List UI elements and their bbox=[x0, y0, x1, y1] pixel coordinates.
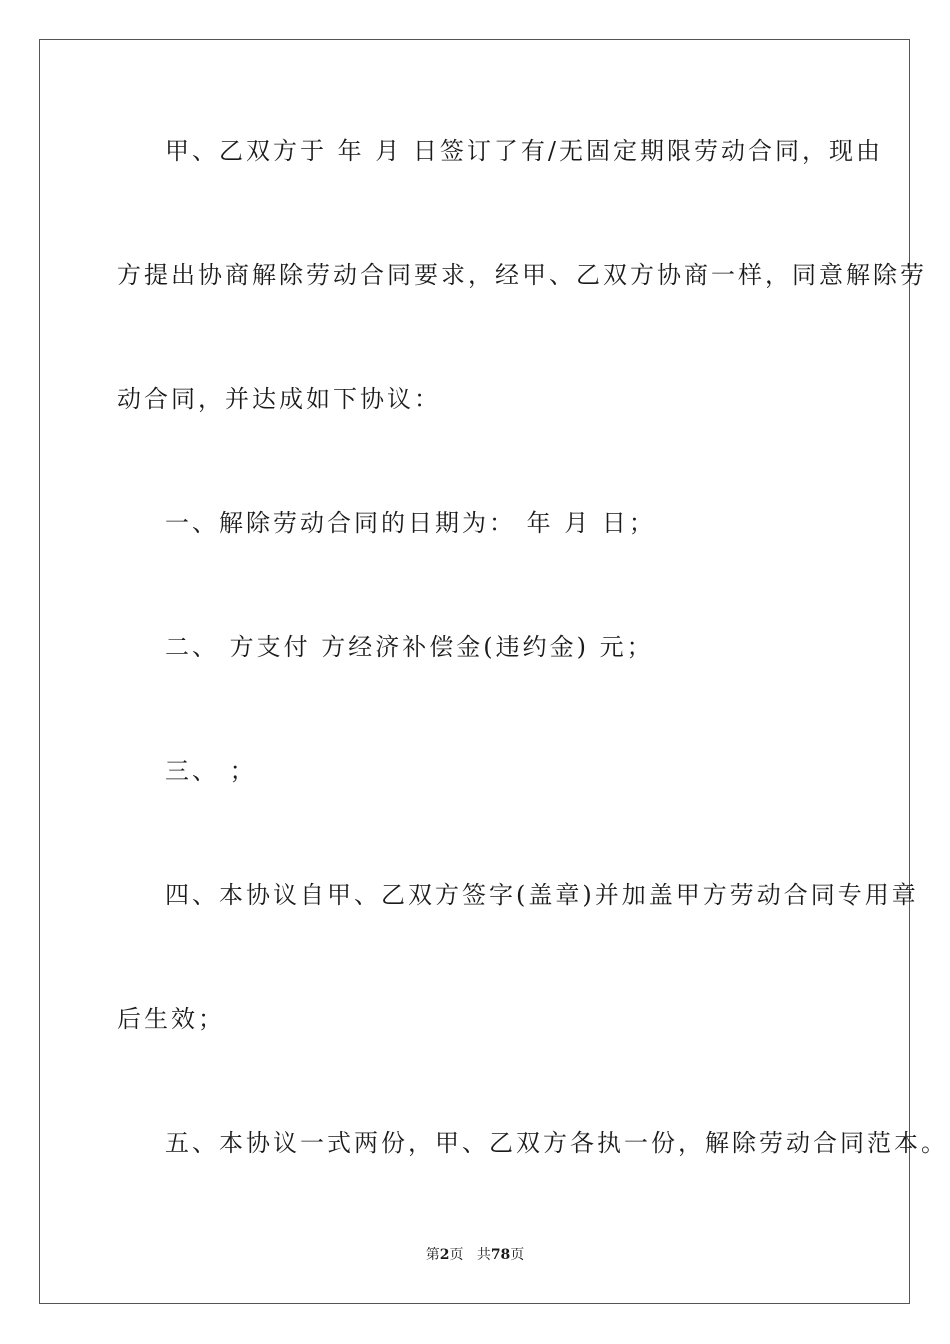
paragraph-intro-line-2: 方提出协商解除劳动合同要求，经甲、乙双方协商一样，同意解除劳 bbox=[117, 261, 927, 289]
total-pages: 78 bbox=[490, 1247, 511, 1263]
page-prefix: 第 bbox=[425, 1247, 440, 1263]
total-suffix: 页 bbox=[510, 1247, 525, 1263]
page-suffix: 页 bbox=[449, 1247, 464, 1263]
paragraph-intro-line-3: 动合同，并达成如下协议： bbox=[117, 385, 441, 413]
clause-2: 二、 方支付 方经济补偿金(违约金) 元； bbox=[165, 633, 654, 661]
clause-3: 三、 ； bbox=[165, 757, 257, 785]
page-footer bbox=[0, 1246, 950, 1264]
total-prefix: 共 bbox=[476, 1247, 491, 1263]
clause-4-line-2: 后生效； bbox=[117, 1005, 225, 1033]
clause-4-line-1: 四、本协议自甲、乙双方签字(盖章)并加盖甲方劳动合同专用章 bbox=[165, 881, 919, 909]
paragraph-intro-line-1: 甲、乙双方于 年 月 日签订了有/无固定期限劳动合同，现由 bbox=[165, 137, 883, 165]
page-border bbox=[39, 39, 910, 1304]
clause-5: 五、本协议一式两份，甲、乙双方各执一份，解除劳动合同范本。 bbox=[165, 1129, 948, 1157]
page-number: 2 bbox=[439, 1247, 450, 1263]
clause-1: 一、解除劳动合同的日期为： 年 月 日； bbox=[165, 509, 656, 537]
